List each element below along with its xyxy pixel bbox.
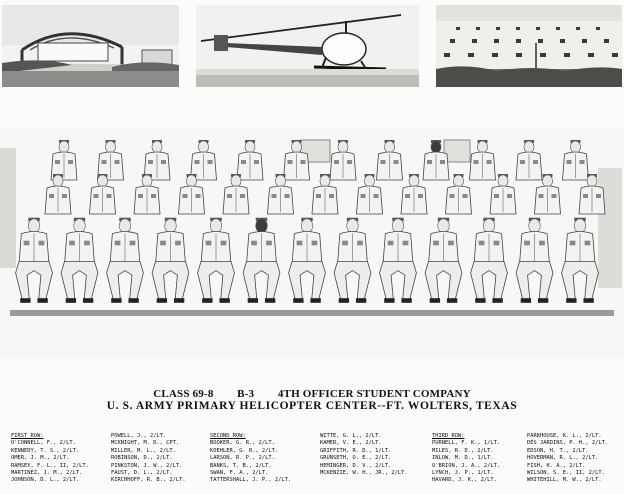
roster-second-row-col2: [320, 433, 408, 477]
roster-second-row-col1: [210, 433, 291, 485]
roster-name: GRIFFITH, R. D., 1/LT.: [320, 447, 392, 454]
roster-first-row-col1: [11, 433, 89, 485]
roster-heading: FIRST ROW:: [11, 433, 44, 439]
roster-name: KOEHLER, G. R., 2/LT.: [210, 447, 279, 454]
roster-name: EDSON, H. T., 2/LT.: [527, 447, 589, 454]
roster-name: INLOW, M. D., 1/LT.: [432, 455, 494, 462]
roster-name: O'BRION, J. A., 2/LT.: [432, 462, 501, 469]
roster-name: BOOKER, G. R., 2/LT.: [210, 440, 275, 447]
roster-name: MILLER, M. L., 2/LT.: [111, 447, 176, 454]
roster-heading: THIRD ROW:: [432, 433, 465, 439]
roster-name: MARTINEZ, J. M., 2/LT.: [11, 470, 83, 477]
roster-name: HOVERMAN, R. L., 2/LT.: [527, 455, 599, 462]
roster-name: ROBINSON, D., 2/LT.: [111, 455, 173, 462]
roster-name: HAVARD, J. K., 2/LT.: [432, 477, 497, 484]
roster-name: WHITEHILL, M. W., 2/LT.: [527, 477, 602, 484]
roster-first-row-col2: [111, 433, 186, 485]
roster-name: MILES, R. D., 2/LT.: [432, 447, 494, 454]
roster-name: KENNEDY, T. S., 2/LT.: [11, 447, 80, 454]
center-caption: U. S. ARMY PRIMARY HELICOPTER CENTER--FT. WOLTERS, TEXAS: [106, 400, 518, 412]
class-caption: CLASS 69-8 B-3 4TH OFFICER STUDENT COMPANY: [153, 388, 471, 400]
roster-name: TATTERSHALL, J. P., 2/LT.: [210, 477, 292, 484]
roster-name: PARKHOUSE, K. L., 2/LT.: [527, 433, 602, 439]
roster-name: FAUST, D. L., 2/LT.: [111, 470, 173, 477]
roster-name: HEMINGER, D. V., 2/LT.: [320, 462, 392, 469]
roster-name: O'CONNELL, F., 2/LT.: [11, 440, 76, 447]
roster-name: LARSON, R. P., 2/LT.: [210, 455, 275, 462]
roster-name: PINKSTON, J. W., 2/LT.: [111, 462, 183, 469]
roster-name: JOHNSON, D. L., 2/LT.: [11, 477, 80, 484]
airfield-photo: [436, 5, 622, 87]
hangar-photo: [2, 5, 179, 87]
roster-name: GRUNSETH, O. E., 2/LT.: [320, 455, 392, 462]
roster-heading: SECOND ROW:: [210, 433, 246, 439]
roster-name: MCKNIGHT, M. D., CPT.: [111, 440, 180, 447]
roster-name: SWAN, F. A., 2/LT.: [210, 470, 269, 477]
roster-name: KIRCHHOFF, R. B., 2/LT.: [111, 477, 186, 484]
roster-name: WILSON, S. E., II, 2/LT.: [527, 470, 605, 477]
helicopter-photo: [196, 5, 419, 87]
roster-name: POWELL, J., 2/LT.: [111, 433, 167, 439]
roster-name: BANKS, T. B., 2/LT.: [210, 462, 272, 469]
roster-name: KAMER, V. E., 2/LT.: [320, 440, 382, 447]
roster-third-row-col1: [432, 433, 500, 485]
roster-third-row-col2: [527, 433, 608, 485]
roster-name: PURNELL, F. K., 1/LT.: [432, 440, 501, 447]
roster-name: DES JARDINS, P. H., 2/LT.: [527, 440, 609, 447]
roster-name: FISH, K. A., 2/LT.: [527, 462, 586, 469]
class-group-photo: [0, 128, 624, 358]
roster-name: MCKENZIE, W. H., JR., 2/LT.: [320, 470, 408, 477]
roster-name: LYNCH, J. P., 1/LT.: [432, 470, 494, 477]
roster-name: WITTE, G. L., 2/LT.: [320, 433, 382, 439]
roster-name: OMER, J. M., 2/LT.: [11, 455, 70, 462]
roster-name: RAMSEY, F. L., II, 2/LT.: [11, 462, 89, 469]
